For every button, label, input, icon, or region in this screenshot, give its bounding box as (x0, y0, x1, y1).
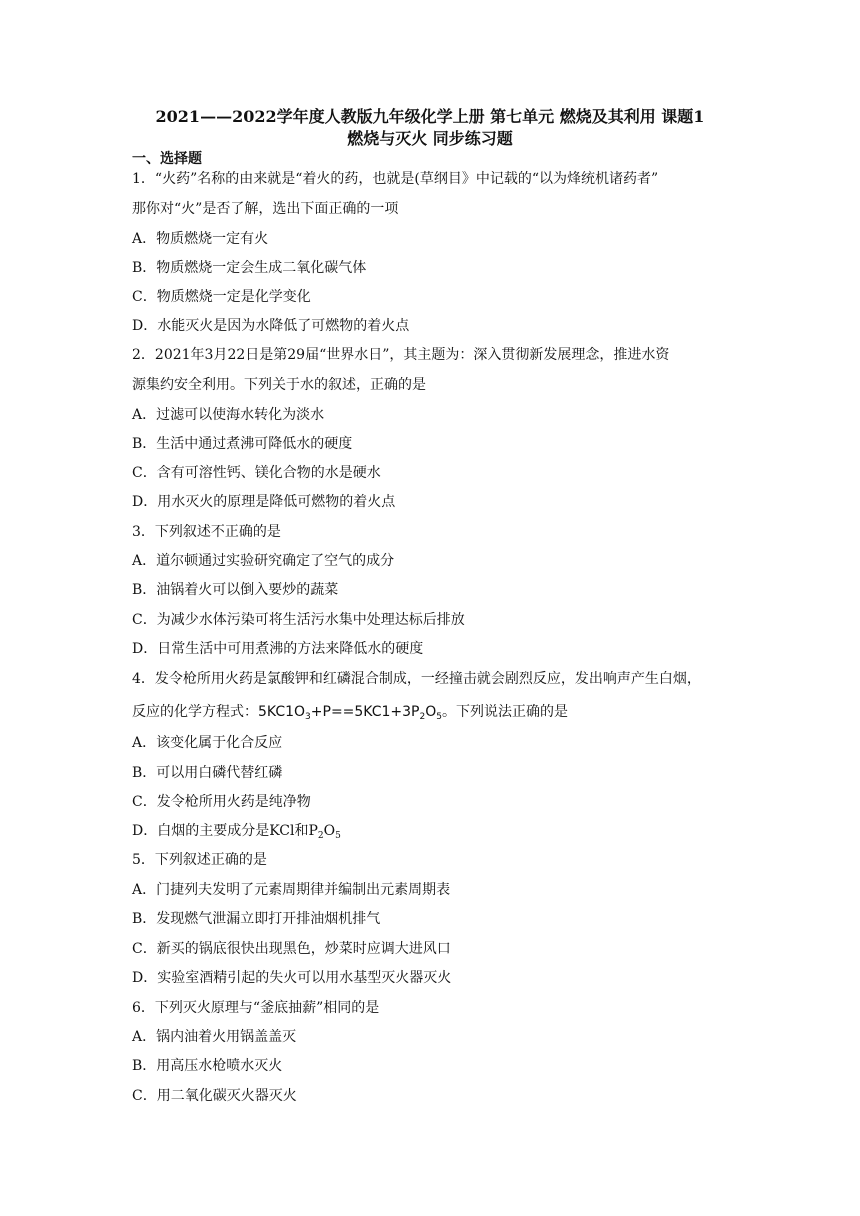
question-4-option-d (132, 821, 341, 841)
question-1-option-a: A．物质燃烧一定有火 (132, 231, 269, 247)
option-d-subscript: 2 (317, 831, 324, 841)
question-6-option-c: C．用二氧化碳灭火器灭火 (132, 1088, 297, 1104)
chemical-equation (258, 704, 442, 720)
question-3-option-a: A．道尔顿通过实验研究确定了空气的成分 (132, 553, 395, 569)
question-5-option-a: A．门捷列夫发明了元素周期律并编制出元素周期表 (132, 882, 451, 898)
equation-part: O (425, 704, 437, 720)
question-6-option-a: A．锅内油着火用锅盖盖灭 (132, 1029, 297, 1045)
question-5-option-d: D．实验室酒精引起的失火可以用水基型灭火器灭火 (132, 970, 452, 986)
question-2-stem-line-1: 2．2021年3月22日是第29届“世界水日”，其主题为：深入贯彻新发展理念，推进水资 (132, 347, 670, 363)
question-2-option-c: C．含有可溶性钙、镁化合物的水是硬水 (132, 465, 381, 481)
equation-part: 5KC1O (258, 704, 306, 720)
question-5-option-c: C．新买的锅底很快出现黑色，炒菜时应调大进风口 (132, 941, 451, 957)
question-3-option-c: C．为减少水体污染可将生活污水集中处理达标后排放 (132, 612, 465, 628)
question-5-option-b: B．发现燃气泄漏立即打开排油烟机排气 (132, 911, 381, 927)
question-5-stem-line-1: 5．下列叙述正确的是 (132, 852, 267, 868)
question-4-stem-line-2 (132, 702, 568, 722)
question-6-option-b: B．用高压水枪喷水灭火 (132, 1058, 283, 1074)
question-2-option-d: D．用水灭火的原理是降低可燃物的着火点 (132, 494, 396, 510)
equation-subscript: 5 (436, 712, 442, 722)
question-4-stem-suffix: 。下列说法正确的是 (441, 704, 568, 720)
question-2-option-a: A．过滤可以使海水转化为淡水 (132, 407, 325, 423)
question-2-stem-line-2: 源集约安全利用。下列关于水的叙述，正确的是 (132, 377, 426, 393)
equation-subscript: 2 (419, 712, 426, 722)
question-4-stem-line-1: 4．发令枪所用火药是氯酸钾和红磷混合制成，一经撞击就会剧烈反应，发出响声产生白烟， (132, 671, 701, 687)
question-6-stem-line-1: 6．下列灭火原理与“釜底抽薪”相同的是 (132, 1000, 380, 1016)
question-4-option-c: C．发令枪所用火药是纯净物 (132, 794, 311, 810)
option-d-text: D．白烟的主要成分是KCl和P (132, 823, 318, 839)
question-4-stem-prefix: 反应的化学方程式： (132, 704, 258, 720)
question-1-option-d: D．水能灭火是因为水降低了可燃物的着火点 (132, 318, 410, 334)
document-title-line-2: 燃烧与灭火 同步练习题 (347, 129, 513, 148)
question-1-stem-line-1: 1．“火药”名称的由来就是“着火的药，也就是(草纲目》中记载的“以为烽统机诸药者” (132, 171, 659, 187)
question-1-option-b: B．物质燃烧一定会生成二氧化碳气体 (132, 260, 367, 276)
question-3-option-d: D．日常生活中可用煮沸的方法来降低水的硬度 (132, 641, 424, 657)
question-1-option-c: C．物质燃烧一定是化学变化 (132, 289, 311, 305)
document-title-line-1: 2021——2022学年度人教版九年级化学上册 第七单元 燃烧及其利用 课题1 (155, 107, 705, 126)
section-heading: 一、选择题 (132, 151, 202, 167)
option-d-text: O (323, 823, 336, 839)
equation-subscript: 3 (305, 712, 311, 722)
option-d-subscript: 5 (335, 831, 341, 841)
question-3-stem-line-1: 3．下列叙述不正确的是 (132, 524, 281, 540)
question-2-option-b: B．生活中通过煮沸可降低水的硬度 (132, 436, 353, 452)
question-1-stem-line-2: 那你对“火”是否了解，选出下面正确的一项 (132, 201, 399, 217)
equation-part: +P==5KC1+3P (310, 704, 420, 720)
question-3-option-b: B．油锅着火可以倒入要炒的蔬菜 (132, 582, 339, 598)
question-4-option-a: A．该变化属于化合反应 (132, 735, 283, 751)
question-4-option-b: B．可以用白磷代替红磷 (132, 765, 283, 781)
